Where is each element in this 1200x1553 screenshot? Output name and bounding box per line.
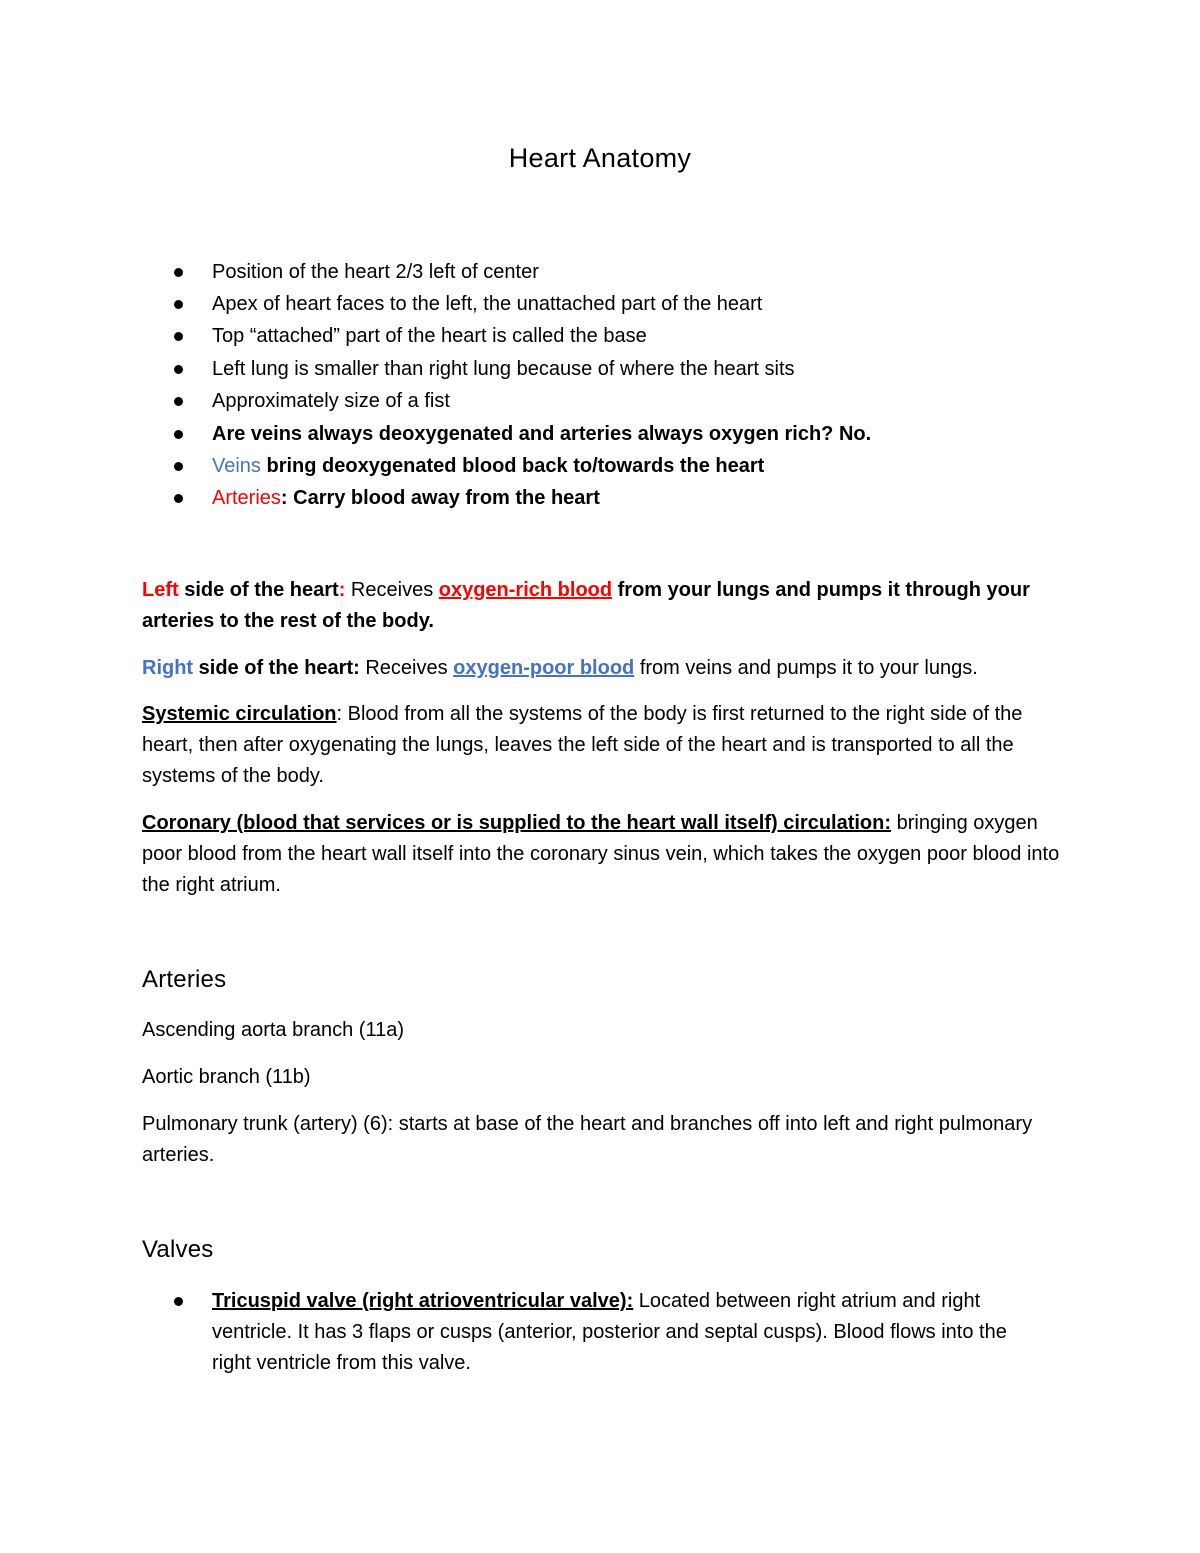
page-title: Heart Anatomy	[508, 143, 692, 173]
valve-description: Located between right atrium and right ventricle. It has 3 flaps or cusps (anterior, posterior and septal cusps). Blood flows into the right ventricle from this valve.	[212, 1290, 1007, 1374]
bullet-icon	[174, 430, 183, 439]
arteries-heading: Arteries	[142, 966, 227, 993]
list-item	[212, 258, 539, 286]
valves-heading: Valves	[142, 1236, 214, 1263]
bullet-icon	[174, 300, 183, 309]
systemic-term: Systemic circulation	[142, 703, 337, 725]
coronary-rest: bringing oxygen poor blood from the heart wall itself into the coronary sinus vein, which takes the oxygen poor blood into the right atrium.	[142, 812, 1060, 896]
bullet-icon	[174, 462, 183, 471]
left-side-paragraph	[142, 575, 1072, 637]
bullet-icon	[174, 268, 183, 277]
right-label: side of the heart:	[193, 657, 360, 679]
arteries-term: Arteries	[212, 487, 281, 509]
list-item	[212, 355, 795, 383]
systemic-paragraph	[142, 699, 1072, 792]
left-label: side of the heart	[178, 579, 339, 601]
valve-term: Tricuspid valve (right atrioventricular valve):	[212, 1290, 634, 1312]
bullet-icon	[174, 397, 183, 406]
bullet-icon	[174, 1297, 183, 1306]
veins-definition: bring deoxygenated blood back to/towards the heart	[260, 455, 765, 477]
list-item	[212, 387, 450, 415]
right-receives: Receives	[359, 657, 454, 679]
arteries-line: Aortic branch (11b)	[142, 1066, 311, 1088]
right-word: Right	[142, 657, 194, 679]
list-item-arteries	[212, 484, 600, 512]
list-item	[212, 322, 647, 350]
veins-term: Veins	[212, 455, 261, 477]
right-rest: from veins and pumps it to your lungs.	[634, 657, 978, 679]
bullet-text: Approximately size of a fist	[212, 390, 450, 412]
bullet-text: Position of the heart 2/3 left of center	[212, 261, 539, 283]
arteries-definition: : Carry blood away from the heart	[280, 487, 600, 509]
left-colon: :	[338, 579, 346, 601]
list-item	[212, 290, 762, 318]
right-side-paragraph	[142, 653, 1072, 684]
systemic-rest: : Blood from all the systems of the body is first returned to the right side of the heart, then after oxygenating the lungs, leaves the left side of the heart and is transported to all the systems of the body.	[142, 703, 1023, 787]
coronary-paragraph	[142, 808, 1072, 901]
bullet-text: Are veins always deoxygenated and arteries always oxygen rich? No.	[212, 423, 872, 445]
list-item	[212, 420, 871, 448]
list-item-veins	[212, 452, 764, 480]
bullet-icon	[174, 332, 183, 341]
bullet-icon	[174, 494, 183, 503]
bullet-text: Apex of heart faces to the left, the unattached part of the heart	[212, 293, 763, 315]
left-rest: from your lungs and pumps it through your arteries to the rest of the body.	[142, 579, 1030, 632]
arteries-line: Ascending aorta branch (11a)	[142, 1019, 405, 1041]
bullet-text: Top “attached” part of the heart is called the base	[212, 325, 647, 347]
oxygen-rich-link[interactable]: oxygen-rich blood	[438, 579, 613, 601]
arteries-line: Pulmonary trunk (artery) (6): starts at base of the heart and branches off into left and right pulmonary arteries.	[142, 1113, 1033, 1166]
bullet-icon	[174, 365, 183, 374]
oxygen-poor-link[interactable]: oxygen-poor blood	[453, 657, 635, 679]
left-word: Left	[142, 579, 179, 601]
valve-list-item	[212, 1286, 1042, 1379]
bullet-text: Left lung is smaller than right lung because of where the heart sits	[212, 358, 795, 380]
left-receives: Receives	[345, 579, 439, 601]
coronary-term: Coronary (blood that services or is supplied to the heart wall itself) circulation:	[142, 812, 892, 834]
